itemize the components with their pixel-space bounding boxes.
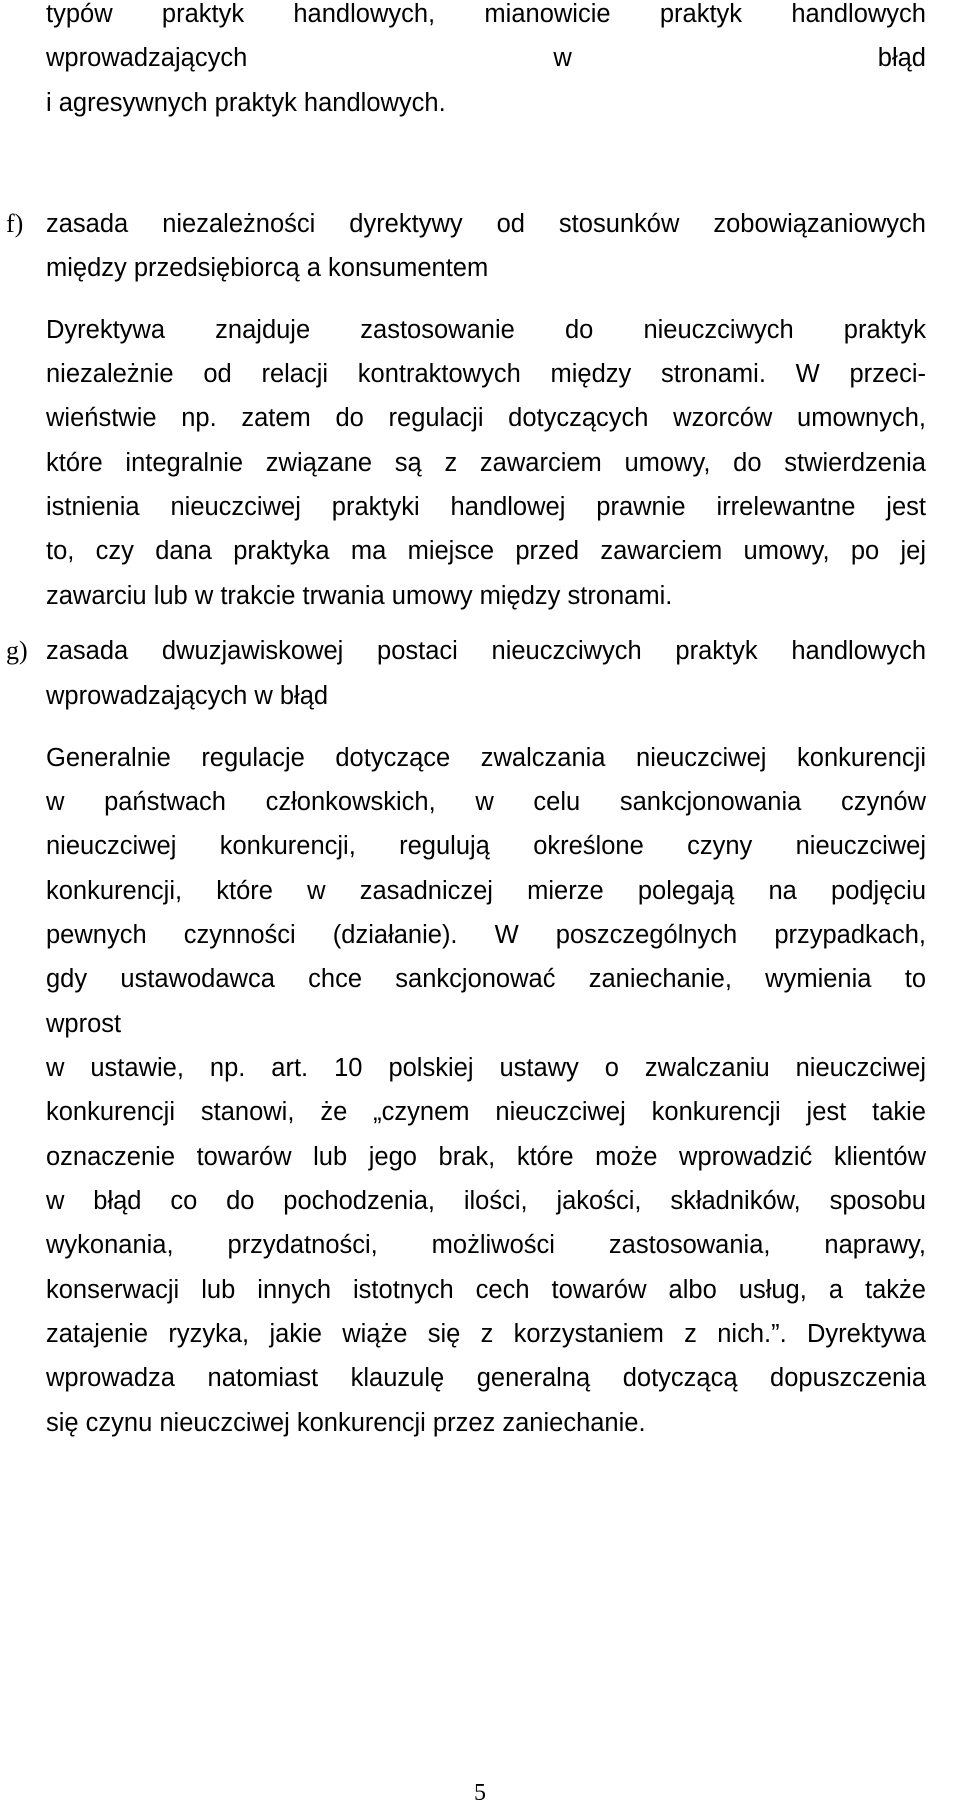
section-f-body-line-5: istnienia nieuczciwej praktyki handlowej prawnie irrelewantne jest [46, 493, 926, 521]
section-f-body-line-3: wieństwie np. zatem do regulacji dotyczących wzorców umownych, [46, 404, 926, 432]
section-g-body-line-7: wprost [46, 1010, 122, 1038]
section-g-body-line-12: wykonania, przydatności, możliwości zastosowania, naprawy, [46, 1231, 926, 1259]
section-g-body-line-6: gdy ustawodawca chce sankcjonować zaniechanie, wymienia to [46, 965, 926, 993]
intro-line-3: i agresywnych praktyk handlowych. [46, 89, 446, 117]
section-g-body-line-15: wprowadza natomiast klauzulę generalną dotyczącą dopuszczenia [46, 1364, 926, 1392]
section-g-body-line-16: się czynu nieuczciwej konkurencji przez zaniechanie. [46, 1409, 646, 1437]
intro-line-1: typów praktyk handlowych, mianowicie praktyk handlowych [46, 0, 926, 28]
page-number: 5 [474, 1780, 486, 1806]
section-g-body-line-10: oznaczenie towarów lub jego brak, które może wprowadzić klientów [46, 1143, 926, 1171]
section-g-body-line-14: zatajenie ryzyka, jakie wiąże się z korzystaniem z nich.”. Dyrektywa [46, 1320, 926, 1348]
section-g-body-line-5: pewnych czynności (działanie). W poszczególnych przypadkach, [46, 921, 926, 949]
section-f-body-line-4: które integralnie związane są z zawarciem umowy, do stwierdzenia [46, 449, 926, 477]
section-g-body-line-3: nieuczciwej konkurencji, regulują określone czyny nieuczciwej [46, 832, 926, 860]
section-f-body-line-6: to, czy dana praktyka ma miejsce przed zawarciem umowy, po jej [46, 537, 926, 565]
intro-line-2: wprowadzających w błąd [46, 44, 926, 72]
section-f-heading-line-2: między przedsiębiorcą a konsumentem [46, 254, 489, 282]
section-g-body-line-11: w błąd co do pochodzenia, ilości, jakości, składników, sposobu [46, 1187, 926, 1215]
section-f-marker: f) [6, 209, 24, 238]
section-f-body-line-1: Dyrektywa znajduje zastosowanie do nieuczciwych praktyk [46, 316, 926, 344]
section-g-heading-line-1: zasada dwuzjawiskowej postaci nieuczciwych praktyk handlowych [46, 637, 926, 665]
section-g-heading-line-2: wprowadzających w błąd [46, 682, 329, 710]
section-g-body-line-8: w ustawie, np. art. 10 polskiej ustawy o zwalczaniu nieuczciwej [46, 1054, 926, 1082]
section-f-heading-line-1: zasada niezależności dyrektywy od stosunków zobowiązaniowych [46, 210, 926, 238]
section-f-body-line-2: niezależnie od relacji kontraktowych między stronami. W przeci- [46, 360, 926, 388]
section-g-body-line-4: konkurencji, które w zasadniczej mierze polegają na podjęciu [46, 877, 926, 905]
section-g-body-line-9: konkurencji stanowi, że „czynem nieuczciwej konkurencji jest takie [46, 1098, 926, 1126]
section-g-body-line-13: konserwacji lub innych istotnych cech towarów albo usług, a także [46, 1276, 926, 1304]
section-g-body-line-1: Generalnie regulacje dotyczące zwalczania nieuczciwej konkurencji [46, 744, 926, 772]
section-g-body-line-2: w państwach członkowskich, w celu sankcjonowania czynów [46, 788, 926, 816]
section-f-body-line-7: zawarciu lub w trakcie trwania umowy między stronami. [46, 582, 673, 610]
section-g-marker: g) [6, 636, 28, 665]
